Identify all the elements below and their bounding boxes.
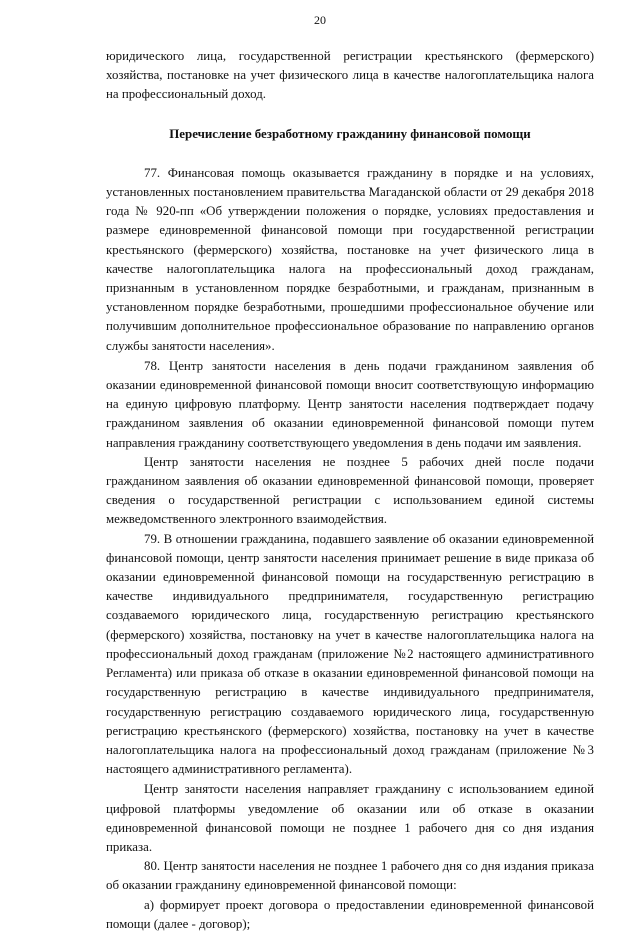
paragraph-78-continued: Центр занятости населения не позднее 5 рабочих дней после подачи гражданином заявления об оказании единовременной финансовой помощи, проверяет сведения о государственной регистрации с использованием единой системы межведомственного электронного взаимодействия. [106,454,594,527]
paragraph-80-a: а) формирует проект договора о предоставлении единовременной финансовой помощи (далее - договор); [106,897,594,931]
section-heading: Перечисление безработному гражданину финансовой помощи [169,126,531,141]
paragraph-78: 78. Центр занятости населения в день подачи гражданином заявления об оказании единовременной финансовой помощи вносит соответствующую информацию на единую цифровую платформу. Центр занятости населения подтверждает подачу гражданином заявления об оказании единовременной финансовой помощи путем направления гражданину соответствующего уведомления в день подачи им заявления. [106,358,594,450]
paragraph-80: 80. Центр занятости населения не позднее 1 рабочего дня со дня издания приказа об оказании гражданину единовременной финансовой помощи: [106,859,594,893]
paragraph-continuation: юридического лица, государственной регистрации крестьянского (фермерского) хозяйства, постановке на учет физического лица в качестве налогоплательщика налога на профессиональный доход. [106,49,594,102]
paragraph-79-continued: Центр занятости населения направляет гражданину с использованием единой цифровой платформы уведомление об оказании или об отказе в оказании единовременной финансовой помощи не позднее 1 рабочего дня со дня издания приказа. [106,782,594,854]
page-number: 20 [314,13,326,27]
paragraph-77: 77. Финансовая помощь оказывается гражданину в порядке и на условиях, установленных постановлением правительства Магаданской области от 29 декабря 2018 года № 920-пп «Об утверждении положения о порядке, условиях предоставления и размере единовременной финансовой помощи при государственной регистрации крестьянского (фермерского) хозяйства, постановке на учет физического лица в качестве налогоплательщика налога на профессиональный доход гражданам, признанным в установленном порядке безработными, и гражданам, признанным в установленном порядке безработными, прошедшими профессиональное обучение или получившим дополнительное профессиональное образование по направлению органов службы занятости населения». [106,165,594,353]
paragraph-79: 79. В отношении гражданина, подавшего заявление об оказании единовременной финансовой помощи, центр занятости населения принимает решение в виде приказа об оказании единовременной финансовой помощи на государственную регистрацию в качестве индивидуального предпринимателя, государственную регистрацию создаваемого юридического лица, государственную регистрацию крестьянского (фермерского) хозяйства, постановку на учет в качестве налогоплательщика налога на профессиональный доход гражданам (приложение №2 настоящего административного Регламента) или приказа об отказе в оказании единовременной финансовой помощи на государственную регистрацию в качестве индивидуального предпринимателя, государственную регистрацию создаваемого юридического лица, государственную регистрацию крестьянского (фермерского) хозяйства, постановку на учет в качестве налогоплательщика налога на профессиональный доход гражданам (приложение №3 настоящего административного регламента). [106,531,594,777]
document-body [106,47,594,934]
